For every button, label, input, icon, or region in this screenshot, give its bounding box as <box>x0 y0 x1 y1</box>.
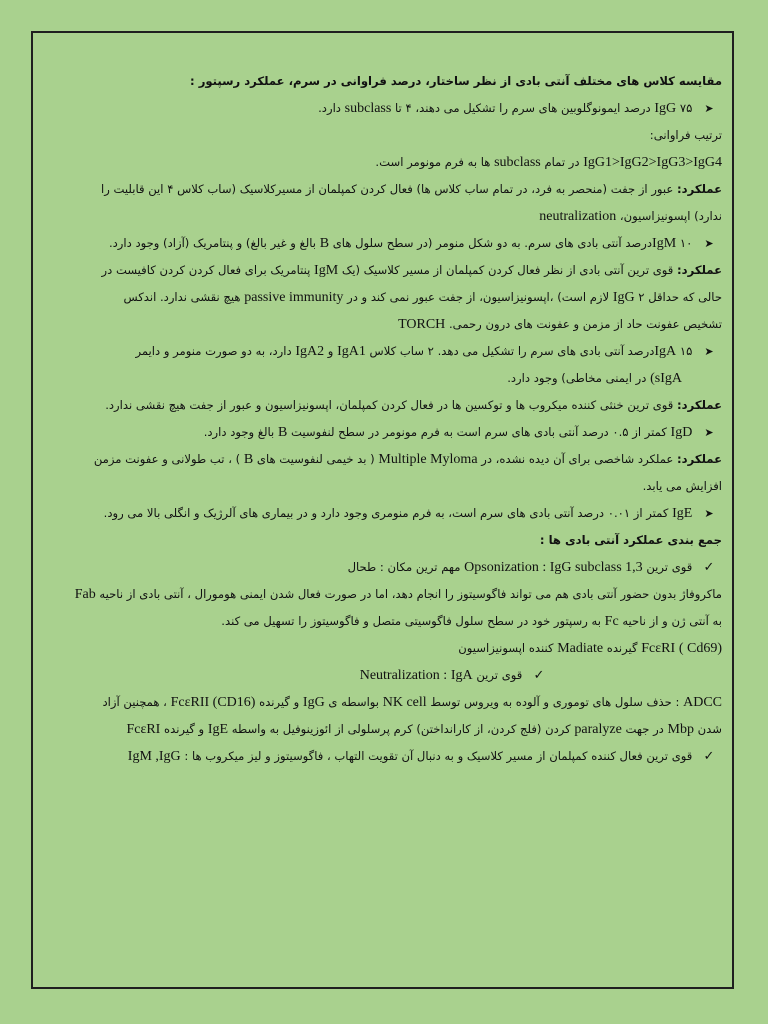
iga-intro-line-2: sIgA) در ایمنی مخاطی) وجود دارد. <box>507 371 682 386</box>
checkmark-icon: ✓ <box>703 749 715 764</box>
igm-function-line-2: حالی که حداقل ۲ IgG لازم است) ،اپسونیزاسیون، از جفت عبور نمی کند و در passive immunity هیچ نقشی ندارد. اندکس <box>123 290 722 305</box>
iga-function: عملکرد: قوی ترین خنثی کننده میکروب ها و توکسین ها در فعال کردن کمپلمان، اپسونیزاسیون و عبور از جفت هیچ نقشی ندارد. <box>105 398 722 412</box>
igm-intro: ➤ IgM ۱۰درصد آنتی بادی های سرم. به دو شکل منومر (در سطح سلول های B بالغ و غیر بالغ) و پنتامریک (آزاد) وجود دارد. <box>50 230 722 257</box>
igg-intro: ➤ IgG ۷۵ درصد ایمونوگلوبین های سرم را تشکیل می دهند، ۴ تا subclass دارد. <box>50 95 722 122</box>
arrow-bullet-icon: ➤ <box>704 426 714 439</box>
checkmark-icon: ✓ <box>703 560 715 575</box>
igg-order-line: IgG1>IgG2>IgG3>IgG4 در تمام subclass ها به فرم مونومر است. <box>375 155 722 170</box>
summary-neutralization: ✓ قوی ترین Neutralization : IgA <box>50 662 722 689</box>
iga-intro: ➤ IgA ۱۵درصد آنتی بادی های سرم را تشکیل می دهد. ۲ ساب کلاس IgA1 و IgA2 دارد، به دو صورت منومر و دایمر <box>50 338 722 365</box>
igd-intro: ➤ IgD کمتر از ۰.۵ درصد آنتی بادی های سرم است به فرم مونومر در سطح لنفوسیت B بالغ وجود دارد. <box>50 419 722 446</box>
igg-order-label: ترتیب فراوانی: <box>649 128 722 142</box>
checkmark-icon: ✓ <box>533 668 545 683</box>
document-body <box>50 68 722 770</box>
igm-function-line-1: عملکرد: قوی ترین آنتی بادی از نظر فعال کردن کمپلمان از مسیر کلاسیک (یک IgM پنتامریک برای فعال کردن کردن کافیست در <box>101 263 722 278</box>
summary-fc-receptor: FcɛRI ( Cd69) گیرنده Madiate کننده اپسونیزاسیون <box>458 641 722 656</box>
section-heading-summary: جمع بندی عملکرد آنتی بادی ها : <box>539 533 722 547</box>
section-heading-comparison: مقایسه کلاس های مختلف آنتی بادی از نظر ساختار، درصد فراوانی در سرم، عملکرد رسپتور : <box>190 74 722 88</box>
igm-function-line-3: تشخیص عفونت حاد از مزمن و عفونت های درون رحمی. TORCH <box>398 317 722 332</box>
arrow-bullet-icon: ➤ <box>704 345 714 358</box>
summary-fab-line-2: به آنتی ژن و از ناحیه Fc به رسپتور خود در سطح سلول فاگوسیتی متصل و فاگوسیتوز را تسهیل می کند. <box>221 614 722 629</box>
igd-function-line-2: افزایش می یابد. <box>642 479 722 493</box>
summary-mbp: شدن Mbp در جهت paralyze کردن (فلج کردن، از کارانداختن) کرم پرسلولی از ائوزینوفیل به واسطه IgE و گیرنده FcɛRI <box>126 722 722 737</box>
summary-complement: ✓ قوی ترین فعال کننده کمپلمان از مسیر کلاسیک و به دنبال آن تقویت التهاب ، فاگوسیتوز و لیز میکروب ها : IgM ,IgG <box>50 743 722 770</box>
summary-opsonization: ✓ قوی ترین Opsonization : IgG subclass 1,3 مهم ترین مکان : طحال <box>50 554 722 581</box>
arrow-bullet-icon: ➤ <box>704 237 714 250</box>
arrow-bullet-icon: ➤ <box>704 507 714 520</box>
summary-adcc: ADCC : حذف سلول های توموری و آلوده به ویروس توسط NK cell بواسطه ی IgG و گیرنده FcɛRII (CD16) ، همچنین آزاد <box>102 695 722 710</box>
summary-fab-line-1: ماکروفاژ بدون حضور آنتی بادی هم می تواند فاگوسیتوز را انجام دهد، اما در صورت فعال شدن ایمنی هومورال ، آنتی بادی از ناحیه Fab <box>74 587 722 602</box>
igg-function-line-2: ندارد) اپسونیزاسیون، neutralization <box>539 209 722 224</box>
igd-function-line-1: عملکرد: عملکرد شاخصی برای آن دیده نشده، در Multiple Myloma ( بد خیمی لنفوسیت های B ) ، تب طولانی و عفونت مزمن <box>93 452 722 467</box>
ige-intro: ➤ IgE کمتر از ۰.۰۱ درصد آنتی بادی های سرم است، به فرم منومری وجود دارد و در بیماری های آلرژیک و انگلی بالا می رود. <box>50 500 722 527</box>
igg-function-line-1: عملکرد: عبور از جفت (منحصر به فرد، در تمام ساب کلاس ها) فعال کردن کمپلمان از مسیرکلاسیک (ساب کلاس ۴ این قابلیت را <box>101 182 722 196</box>
arrow-bullet-icon: ➤ <box>704 102 714 115</box>
